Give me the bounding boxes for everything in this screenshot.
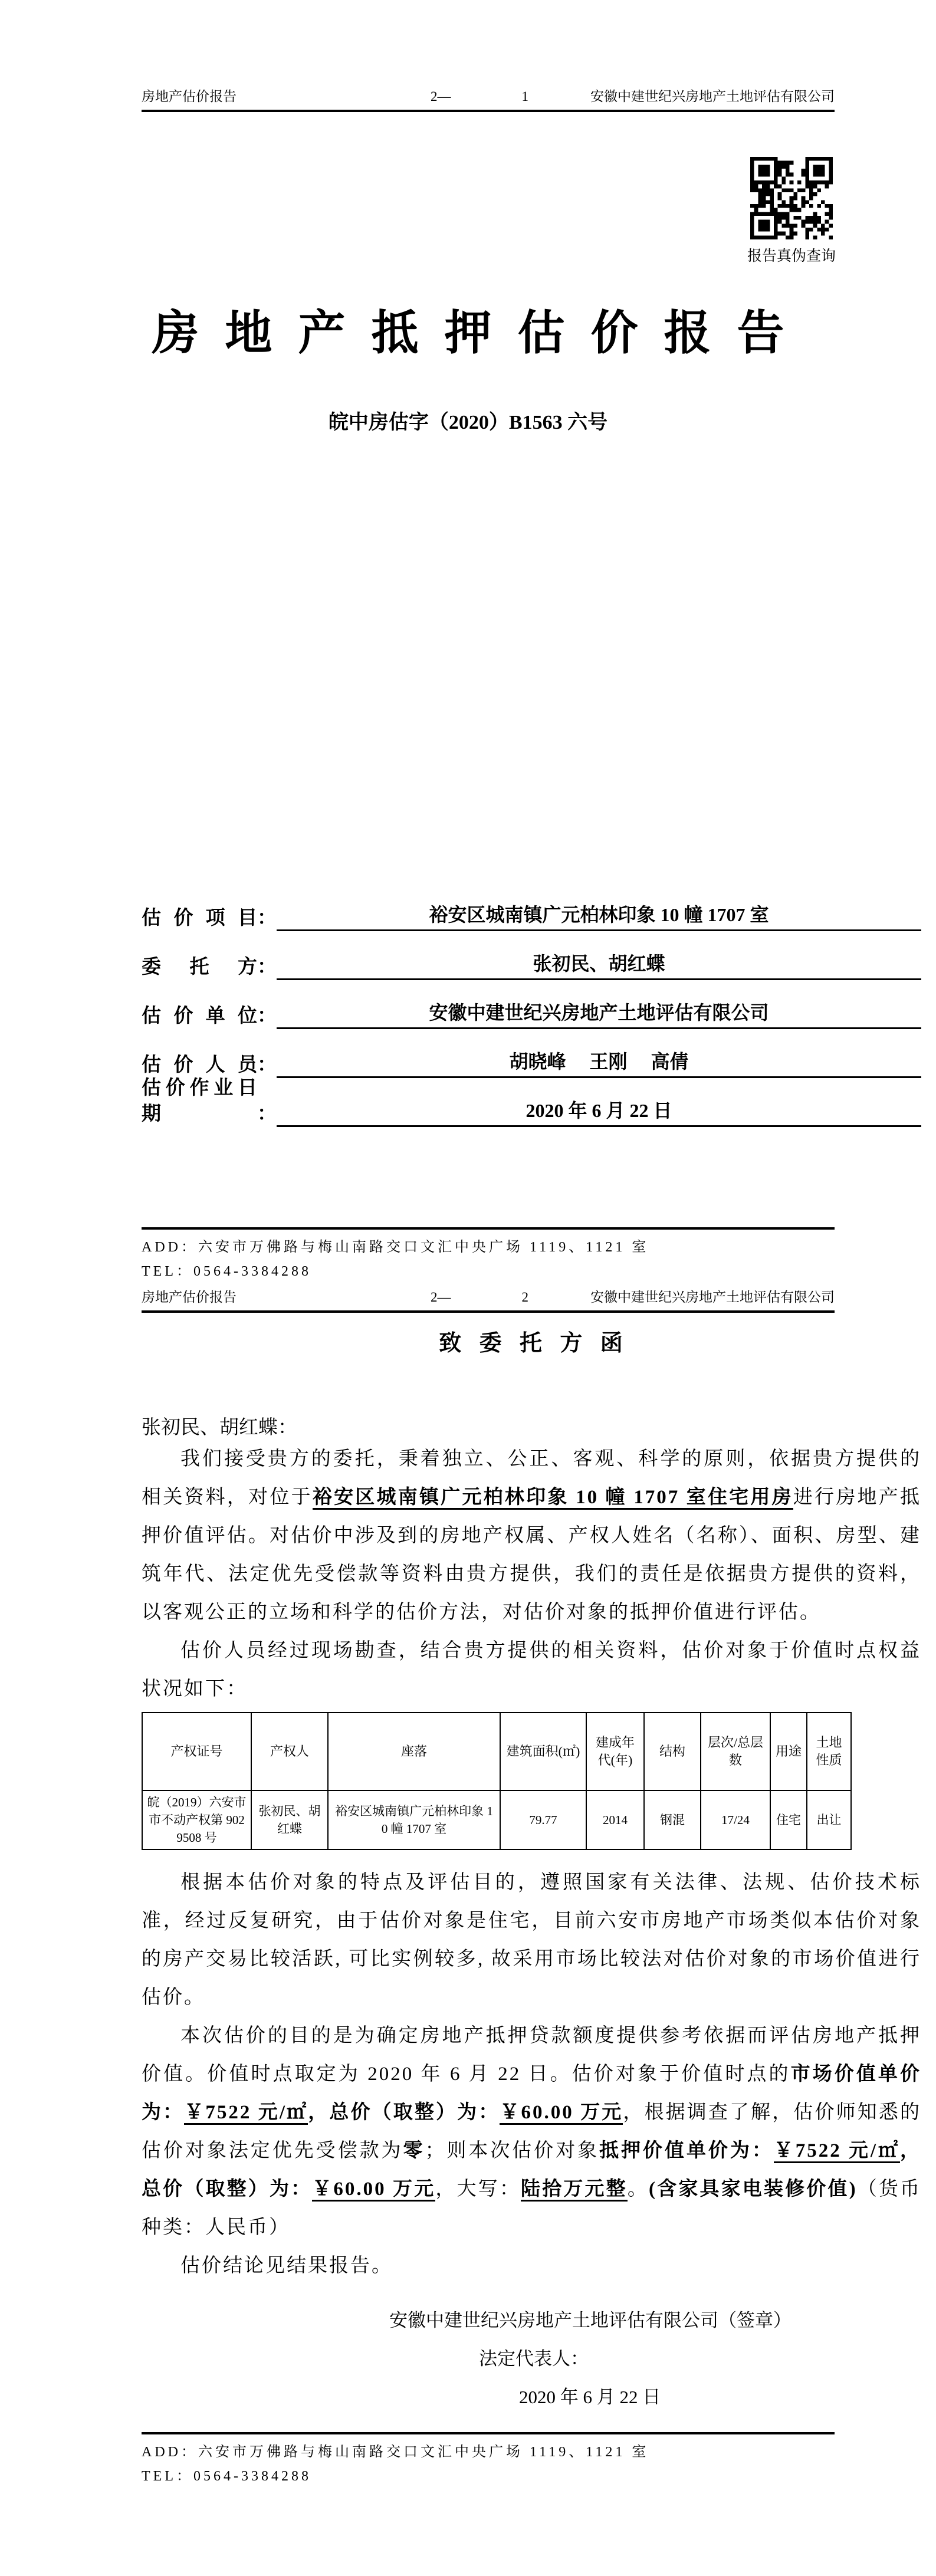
report-title: 房地产抵押估价报告 (152, 308, 810, 360)
table-cell-cert-no: 皖（2019）六安市市不动产权第 9029508 号 (142, 1790, 251, 1849)
table-cell-owner: 张初民、胡红蝶 (251, 1790, 328, 1849)
paragraph-valuation (142, 2017, 921, 2247)
table-header-cell: 产权证号 (142, 1713, 251, 1790)
field-value: 胡晓峰 王刚 高倩 (277, 1049, 921, 1078)
field-row-client (142, 931, 921, 980)
page1-running-footer (142, 1227, 835, 1284)
table-cell-area: 79.77 (500, 1790, 586, 1849)
field-colon: ： (257, 1006, 277, 1027)
cover-fields (142, 882, 921, 1127)
header-page-no: 2 (521, 1290, 528, 1305)
text-run: 裕安区城南镇广元柏林印象 10 幢 1707 室住宅用房 (313, 1487, 793, 1510)
page2-running-header (142, 1289, 835, 1313)
header-page-number (369, 1289, 590, 1306)
text-run: 我们接受贵方的委托，秉着独立、公正、客观、科学的原则，依据贵方提供的相关资料，对位于 (142, 1448, 921, 1508)
text-run: （货币种类：人民币） (142, 2179, 922, 2238)
field-label: 估价作业日期 (142, 1077, 257, 1125)
text-run: 抵押价值单价为： (599, 2140, 774, 2161)
text-run: (含家具家电装修价值) (649, 2179, 858, 2200)
report-doc-number: 皖中房估字（2020）B1563 六号 (328, 412, 608, 433)
text-run: ，根据调查了解，估价师知悉的估价对象法定优先受偿款为 (142, 2102, 922, 2161)
page1-running-header (142, 88, 835, 112)
header-company-name: 安徽中建世纪兴房地产土地评估有限公司 (590, 1290, 835, 1305)
field-value: 2020 年 6 月 22 日 (277, 1098, 921, 1127)
text-run: 零 (403, 2140, 425, 2161)
footer-telephone: TEL：0564-3384288 (142, 1264, 311, 1279)
field-label: 估价项目 (142, 908, 257, 929)
table-header-cell: 建筑面积(㎡) (500, 1713, 586, 1790)
text-run: ，总价（取整）为： (308, 2102, 500, 2123)
text-run: ，大写： (435, 2179, 521, 2200)
footer-telephone: TEL：0564-3384288 (142, 2469, 311, 2484)
text-run: ￥60.00 万元 (312, 2179, 435, 2202)
signature-block (142, 2301, 920, 2416)
page2-running-footer (142, 2432, 835, 2489)
letter-body-lower (142, 1864, 921, 2285)
table-row (142, 1790, 851, 1849)
text-run: ￥60.00 万元 (500, 2102, 623, 2125)
field-label: 估价人员 (142, 1054, 257, 1076)
header-page-prefix: 2— (431, 1290, 451, 1305)
text-run: ，总价（取整）为： (142, 2140, 922, 2200)
field-value: 裕安区城南镇广元柏林印象 10 幢 1707 室 (277, 902, 921, 931)
text-run: ；则本次估价对象 (425, 2140, 600, 2161)
letter-title: 致委托方函 (439, 1331, 641, 1356)
text-run: 进行房地产抵押价值评估。对估价中涉及到的房地产权属、产权人姓名（名称）、面积、房型、建筑年代、法定优先受偿款等资料由贵方提供，我们的责任是依据贵方提供的资料，以客观公正的立场和科学的估价方法，对估价对象的抵押价值进行评估。 (142, 1487, 922, 1623)
table-cell-floor: 17/24 (701, 1790, 770, 1849)
field-label: 委托方 (142, 957, 257, 978)
table-cell-use: 住宅 (770, 1790, 807, 1849)
header-page-prefix: 2— (431, 89, 451, 104)
field-row-project (142, 882, 921, 931)
signature-company: 安徽中建世纪兴房地产土地评估有限公司（签章） (389, 2310, 792, 2331)
letter-salutation: 张初民、胡红蝶： (142, 1417, 297, 1438)
field-colon: ： (257, 1054, 277, 1076)
field-value: 张初民、胡红蝶 (277, 951, 921, 980)
text-run: 根据本估价对象的特点及评估目的，遵照国家有关法律、法规、估价技术标准，经过反复研究，由于估价对象是住宅，目前六安市房地产市场类似本估价对象的房产交易比较活跃, 可比实例较多, 故采用市场比较法对估价对象的市场价值进行估价。 (142, 1872, 921, 2008)
table-header-cell: 用途 (770, 1713, 807, 1790)
paragraph-intro (142, 1440, 921, 1632)
text-run: 本次估价的目的是为确定房地产抵押贷款额度提供参考依据而评估房地产抵押价值。价值时点取定为 2020 年 6 月 22 日。估价对象于价值时点的 (142, 2025, 921, 2085)
table-header-cell: 结构 (644, 1713, 701, 1790)
field-value: 安徽中建世纪兴房地产土地评估有限公司 (277, 1000, 921, 1029)
text-run: 陆拾万元整 (521, 2179, 628, 2202)
paragraph-survey (142, 1632, 921, 1708)
property-table (142, 1712, 852, 1850)
table-cell-structure: 钢混 (644, 1790, 701, 1849)
field-row-date (142, 1078, 921, 1127)
field-row-appraisers (142, 1029, 921, 1078)
signature-legal-rep: 法定代表人： (479, 2348, 589, 2369)
paragraph-closing: 估价结论见结果报告。 (180, 2255, 393, 2276)
text-run: ￥7522 元/㎡ (774, 2140, 900, 2163)
paragraph-method (142, 1864, 921, 2017)
table-header-cell: 土地性质 (807, 1713, 851, 1790)
field-colon: ： (257, 1103, 277, 1125)
table-header-cell: 座落 (328, 1713, 500, 1790)
qr-caption: 报告真伪查询 (747, 248, 836, 264)
field-row-agency (142, 980, 921, 1029)
text-run: 市场价值单价为： (142, 2064, 922, 2123)
table-header-cell: 层次/总层数 (701, 1713, 770, 1790)
table-cell-location: 裕安区城南镇广元柏林印象 10 幢 1707 室 (328, 1790, 500, 1849)
field-label: 估价单位 (142, 1006, 257, 1027)
text-run: 。 (627, 2179, 649, 2200)
table-header-row (142, 1713, 851, 1790)
header-company-name: 安徽中建世纪兴房地产土地评估有限公司 (590, 89, 835, 104)
field-colon: ： (257, 908, 277, 929)
header-doc-label: 房地产估价报告 (142, 1290, 237, 1305)
footer-address: ADD：六安市万佛路与梅山南路交口文汇中央广场 1119、1121 室 (142, 1240, 649, 1255)
header-page-no: 1 (521, 89, 528, 104)
table-header-cell: 产权人 (251, 1713, 328, 1790)
table-cell-year: 2014 (586, 1790, 644, 1849)
text-run: ￥7522 元/㎡ (184, 2102, 308, 2125)
table-header-cell: 建成年代(年) (586, 1713, 644, 1790)
header-doc-label: 房地产估价报告 (142, 89, 237, 104)
qr-code (750, 157, 833, 239)
qr-block (744, 157, 839, 265)
field-colon: ： (257, 957, 277, 978)
header-page-number (369, 88, 590, 105)
footer-address: ADD：六安市万佛路与梅山南路交口文汇中央广场 1119、1121 室 (142, 2444, 649, 2460)
signature-date: 2020 年 6 月 22 日 (519, 2387, 661, 2407)
text-run: 估价人员经过现场勘查，结合贵方提供的相关资料，估价对象于价值时点权益状况如下： (142, 1640, 921, 1700)
table-cell-land-nature: 出让 (807, 1790, 851, 1849)
letter-body-upper (142, 1440, 921, 1708)
